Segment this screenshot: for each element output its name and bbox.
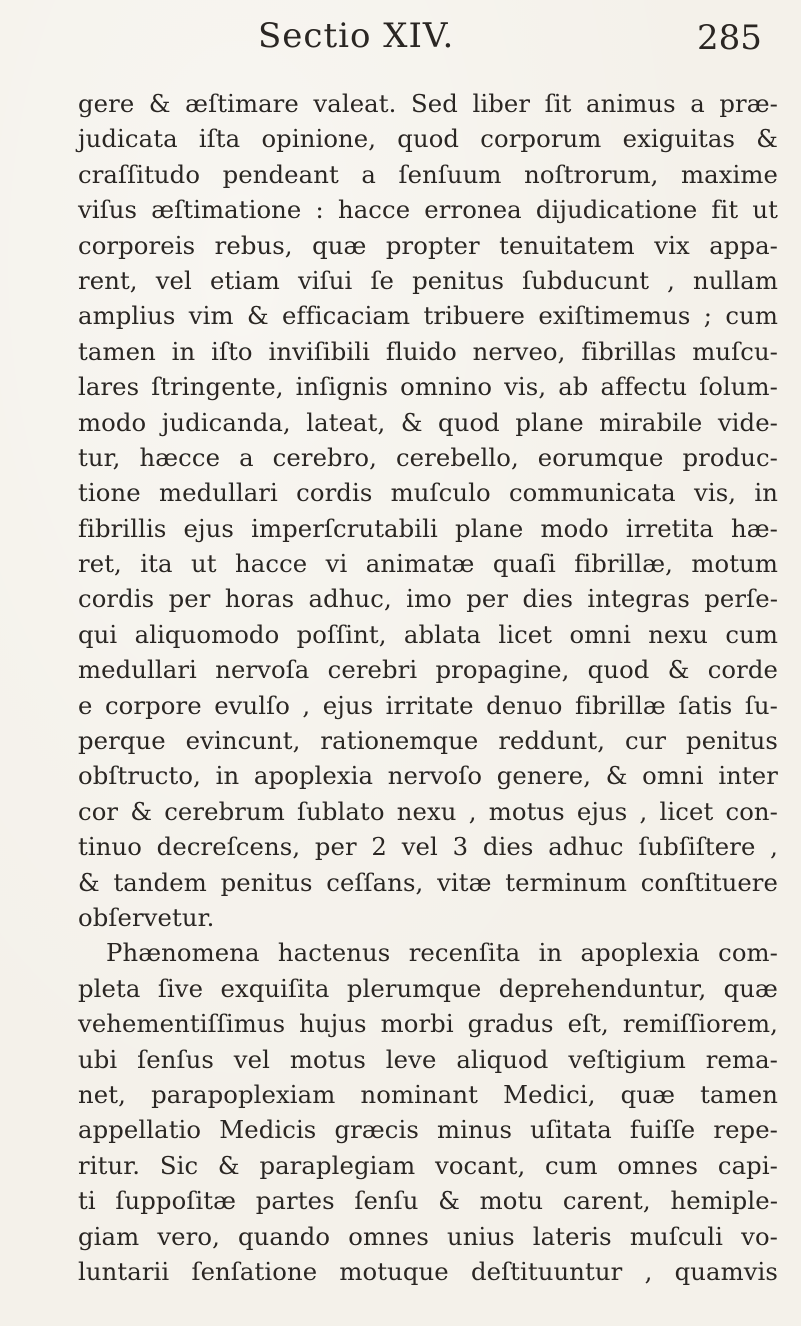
text-line: ret, ita ut hacce vi animatæ quaſi fibrillæ, motum bbox=[78, 549, 778, 579]
text-line: cordis per horas adhuc, imo per dies integras perſe- bbox=[78, 584, 778, 614]
text-line: ritur. Sic & paraplegiam vocant, cum omnes capi- bbox=[78, 1150, 778, 1180]
text-line: vehementiſſimus hujus morbi gradus eſt, remiſſiorem, bbox=[78, 1009, 778, 1039]
text-line: craſſitudo pendeant a ſenſuum noſtrorum, maxime bbox=[78, 159, 778, 189]
text-line: giam vero, quando omnes unius lateris muſculi vo- bbox=[78, 1221, 778, 1251]
text-line: judicata iſta opinione, quod corporum exiguitas & bbox=[78, 124, 778, 154]
text-line: obſtructo, in apoplexia nervoſo genere, & omni inter bbox=[78, 761, 778, 791]
text-line: lares ſtringente, inſignis omnino vis, ab affectu ſolum- bbox=[78, 372, 778, 402]
text-line: cor & cerebrum ſublato nexu , motus ejus , licet con- bbox=[78, 796, 778, 826]
text-line: perque evincunt, rationemque reddunt, cur penitus bbox=[78, 726, 778, 756]
text-line: gere & æſtimare valeat. Sed liber ſit animus a præ- bbox=[78, 89, 778, 118]
text-line: rent, vel etiam viſui ſe penitus ſubducunt , nullam bbox=[78, 265, 778, 295]
page-number: 285 bbox=[697, 18, 762, 58]
text-line: tione medullari cordis muſculo communicata vis, in bbox=[78, 478, 778, 508]
text-line: fibrillis ejus imperſcrutabili plane modo irretita hæ- bbox=[78, 513, 778, 543]
text-line: & tandem penitus ceſſans, vitæ terminum conſtituere bbox=[78, 867, 778, 897]
text-line: ti ſuppoſitæ partes ſenſu & motu carent, hemiple- bbox=[78, 1186, 778, 1216]
page-header bbox=[0, 16, 801, 74]
text-line: e corpore evulſo , ejus irritate denuo fibrillæ ſatis ſu- bbox=[78, 690, 778, 720]
text-line: modo judicanda, lateat, & quod plane mirabile vide- bbox=[78, 407, 778, 437]
text-line: net, parapoplexiam nominant Medici, quæ tamen bbox=[78, 1079, 778, 1109]
text-line: appellatio Medicis græcis minus uſitata fuiſſe repe- bbox=[78, 1115, 778, 1145]
text-line: viſus æſtimatione : hacce erronea dijudicatione fit ut bbox=[78, 195, 778, 225]
text-line: tamen in iſto inviſibili fluido nerveo, fibrillas muſcu- bbox=[78, 336, 778, 366]
text-line: pleta ſive exquiſita plerumque deprehenduntur, quæ bbox=[78, 973, 778, 1003]
text-line: tur, hæcce a cerebro, cerebello, eorumque produc- bbox=[78, 442, 778, 472]
running-head: Sectio XIV. bbox=[258, 16, 455, 56]
text-line: luntarii ſenſatione motuque deſtituuntur , quamvis bbox=[78, 1256, 778, 1286]
text-line: medullari nervoſa cerebri propagine, quod & corde bbox=[78, 655, 778, 685]
text-line: ubi ſenſus vel motus leve aliquod veſtigium rema- bbox=[78, 1044, 778, 1074]
text-line: tinuo decreſcens, per 2 vel 3 dies adhuc ſubſiſtere , bbox=[78, 832, 778, 862]
text-line: Phænomena hactenus recenſita in apoplexia com- bbox=[106, 938, 778, 968]
text-line: corporeis rebus, quæ propter tenuitatem vix appa- bbox=[78, 230, 778, 260]
text-line: qui aliquomodo poſſint, ablata licet omni nexu cum bbox=[78, 619, 778, 649]
body-text bbox=[78, 86, 778, 1289]
text-line: amplius vim & efficaciam tribuere exiſtimemus ; cum bbox=[78, 301, 778, 331]
text-line: obſervetur. bbox=[78, 902, 215, 932]
